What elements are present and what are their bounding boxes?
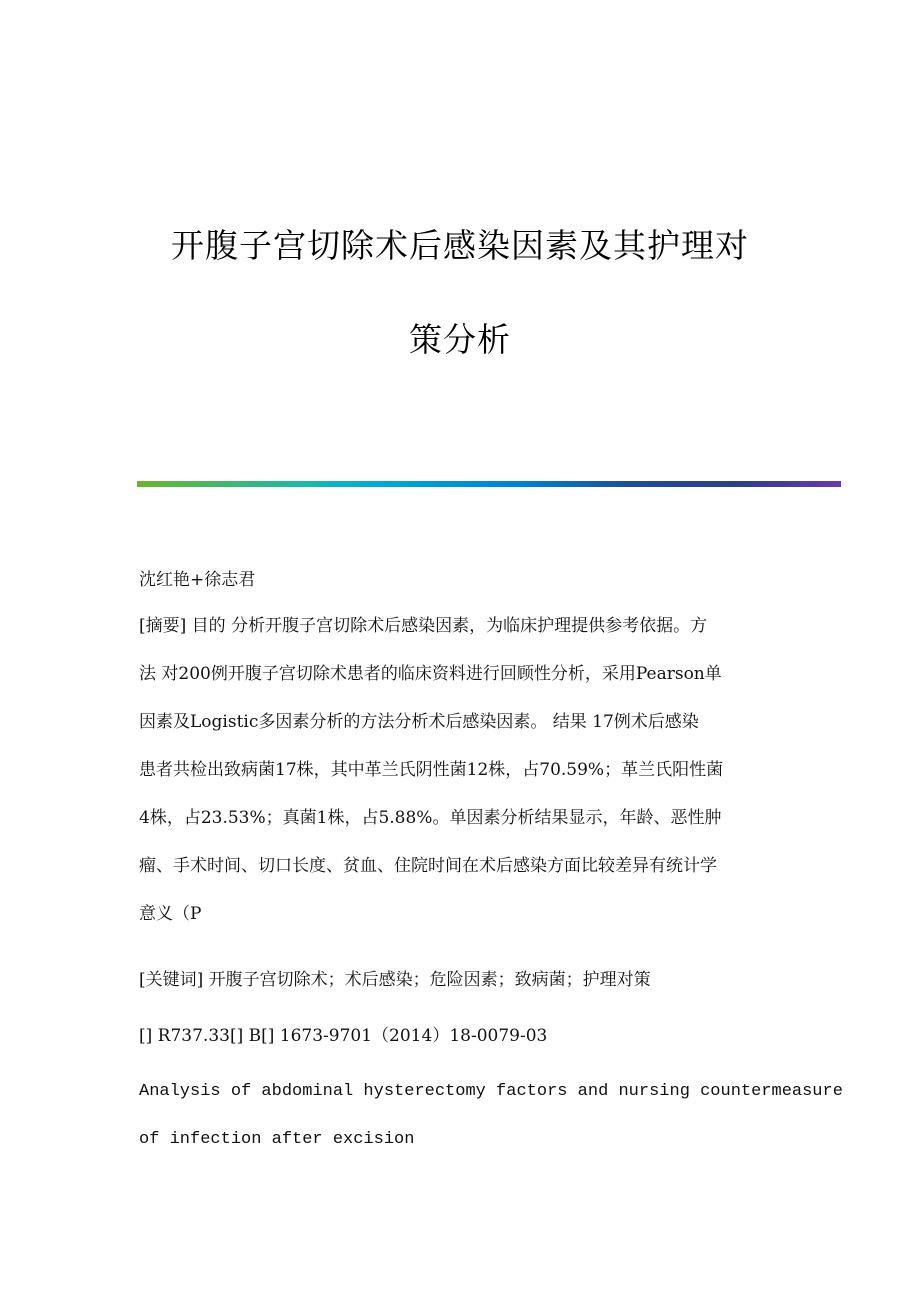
keywords: [关键词] 开腹子宫切除术；术后感染；危险因素；致病菌；护理对策 (139, 970, 651, 990)
abstract-line: [摘要] 目的 分析开腹子宫切除术后感染因素，为临床护理提供参考依据。方 (139, 616, 708, 636)
document-title-line-2: 策分析 (409, 320, 511, 359)
abstract-line: 因素及Logistic多因素分析的方法分析术后感染因素。 结果 17例术后感染 (139, 712, 699, 732)
authors: 沈红艳+徐志君 (139, 570, 256, 590)
abstract-line: 意义（P (139, 904, 202, 924)
document-title-line-1: 开腹子宫切除术后感染因素及其护理对 (171, 226, 749, 265)
english-title-line-1: Analysis of abdominal hysterectomy factors and nursing countermeasure (139, 1082, 843, 1101)
abstract-line: 法 对200例开腹子宫切除术患者的临床资料进行回顾性分析，采用Pearson单 (139, 664, 722, 684)
abstract-line: 瘤、手术时间、切口长度、贫血、住院时间在术后感染方面比较差异有统计学 (139, 856, 717, 876)
classification-number: [] R737.33[] B[] 1673-9701（2014）18-0079-03 (139, 1026, 548, 1046)
english-title-line-2: of infection after excision (139, 1130, 415, 1149)
abstract-line: 患者共检出致病菌17株，其中革兰氏阴性菌12株，占70.59%；革兰氏阳性菌 (139, 760, 724, 780)
gradient-divider (137, 481, 841, 487)
abstract-line: 4株，占23.53%；真菌1株，占5.88%。单因素分析结果显示，年龄、恶性肿 (139, 808, 722, 828)
